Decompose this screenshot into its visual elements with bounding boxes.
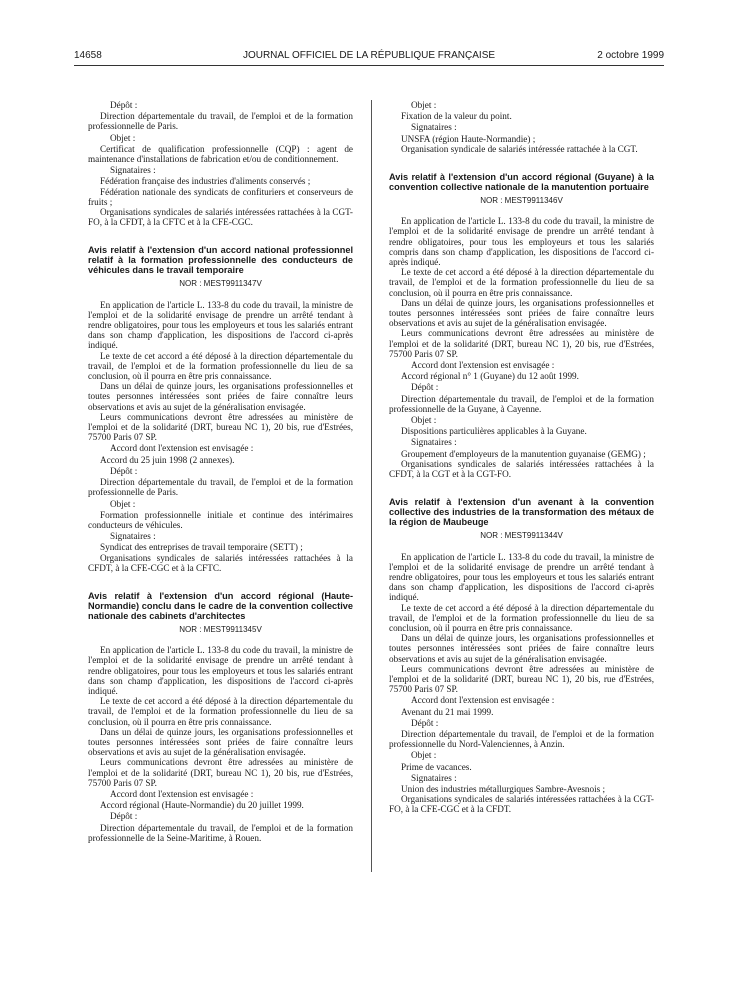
nor-reference: NOR : MEST9911344V xyxy=(480,531,563,541)
depot-text: Direction départementale du travail, de l'emploi et de la formation professionnelle de Paris. xyxy=(88,111,353,132)
depot-label: Dépôt : xyxy=(411,717,439,728)
depot-text: Direction départementale du travail, de l'emploi et de la formation professionnelle de Paris. xyxy=(88,477,353,498)
notice-paragraph: Le texte de cet accord a été déposé à la direction départementale du travail, de l'emploi et de la formation professionnelle du lieu de sa conclusion, où il pourra en être pris connaissance. xyxy=(88,696,353,727)
notice-paragraph: En application de l'article L. 133-8 du code du travail, la ministre de l'emploi et de la solidarité envisage de prendre un arrêté tendant à rendre obligatoires, pour tous les employeurs et tous les salariés compris dans son champ d'application, les dispositions de l'accord ci-après indiqué. xyxy=(389,216,654,268)
notice-continued xyxy=(88,100,353,227)
signataire: Organisations syndicales de salariés intéressées rattachées à la CFDT, à la CGT et à la CGT-FO. xyxy=(389,458,654,480)
notice-paragraph: Dans un délai de quinze jours, les organisations professionnelles et toutes personnes intéressées sont priées de faire connaître leurs observations et avis au sujet de la généralisation envisagée. xyxy=(389,297,654,329)
journal-title: JOURNAL OFFICIEL DE LA RÉPUBLIQUE FRANÇAISE xyxy=(242,50,496,61)
depot-text: Direction départementale du travail, de l'emploi et de la formation professionnelle de la Seine-Maritime, à Rouen. xyxy=(88,822,353,843)
accord-label: Accord dont l'extension est envisagée : xyxy=(110,443,254,454)
notice-paragraph: Dans un délai de quinze jours, les organisations professionnelles et toutes personnes intéressées sont priées de faire connaître leurs observations et avis au sujet de la généralisation envisagée. xyxy=(88,381,353,412)
signataires-label: Signataires : xyxy=(110,531,156,542)
notice-paragraph: Leurs communications devront être adressées au ministère de l'emploi et de la solidarité (DRT, bureau NC 1), 20 bis, rue d'Estrées, 75700 Paris 07 SP. xyxy=(88,757,353,788)
notice-title: Avis relatif à l'extension d'un accord régional (Haute-Normandie) conclu dans le cadre de la convention collective nationale des cabinets d'architectes xyxy=(88,590,353,621)
notice-paragraph: Leurs communications devront être adressées au ministère de l'emploi et de la solidarité (DRT, bureau NC 1), 20 bis, rue d'Estrées, 75700 Paris 07 SP. xyxy=(389,663,654,695)
notice-title: Avis relatif à l'extension d'un avenant à la convention collective des industries de la transformation des métaux de la région de Maubeuge xyxy=(389,497,654,528)
signataire: Groupement d'employeurs de la manutention guyanaise (GEMG) ; xyxy=(401,448,646,459)
signataires-label: Signataires : xyxy=(411,772,457,783)
column-divider xyxy=(371,100,372,872)
notice-architectes xyxy=(88,591,353,843)
left-column xyxy=(88,100,353,843)
depot-label: Dépôt : xyxy=(110,811,138,822)
nor-reference: NOR : MEST9911345V xyxy=(179,624,262,634)
objet-label: Objet : xyxy=(110,132,136,143)
nor-reference: NOR : MEST9911346V xyxy=(480,196,563,206)
notice-paragraph: Dans un délai de quinze jours, les organisations professionnelles et toutes personnes intéressées sont priées de faire connaître leurs observations et avis au sujet de la généralisation envisagée. xyxy=(389,633,654,664)
objet-text: Fixation de la valeur du point. xyxy=(401,111,512,122)
objet-label: Objet : xyxy=(110,498,136,509)
notice-paragraph: Le texte de cet accord a été déposé à la direction départementale du travail, de l'emploi et de la formation professionnelle du lieu de sa conclusion, où il pourra en être pris connaissance. xyxy=(389,267,654,298)
notice-paragraph: Le texte de cet accord a été déposé à la direction départementale du travail, de l'emploi et de la formation professionnelle du lieu de sa conclusion, où il pourra en être pris connaissance. xyxy=(88,350,353,382)
depot-label: Dépôt : xyxy=(110,465,138,476)
accord-text: Accord régional (Haute-Normandie) du 20 juillet 1999. xyxy=(100,800,304,811)
accord-text: Avenant du 21 mai 1999. xyxy=(401,706,494,717)
objet-label: Objet : xyxy=(411,750,437,761)
signataire: Fédération nationale des syndicats de confituriers et conserveurs de fruits ; xyxy=(88,186,353,207)
notice-title: Avis relatif à l'extension d'un accord national professionnel relatif à la formation professionnelle des conducteurs de véhicules dans le travail temporaire xyxy=(88,245,353,276)
notice-guyane xyxy=(389,172,654,479)
signataire: Union des industries métallurgiques Sambre-Avesnois ; xyxy=(401,783,606,794)
notice-paragraph: Dans un délai de quinze jours, les organisations professionnelles et toutes personnes intéressées sont priées de faire connaître leurs observations et avis au sujet de la généralisation envisagée. xyxy=(88,726,353,758)
accord-label: Accord dont l'extension est envisagée : xyxy=(411,695,555,706)
objet-text: Prime de vacances. xyxy=(401,761,472,772)
notice-paragraph: Leurs communications devront être adressées au ministère de l'emploi et de la solidarité (DRT, bureau NC 1), 20 bis, rue d'Estrées, 75700 Paris 07 SP. xyxy=(389,328,654,359)
signataire: Syndicat des entreprises de travail temporaire (SETT) ; xyxy=(100,542,303,553)
accord-text: Accord régional n° 1 (Guyane) du 12 août 1999. xyxy=(401,371,579,382)
accord-label: Accord dont l'extension est envisagée : xyxy=(110,788,254,799)
notice-paragraph: Leurs communications devront être adressées au ministère de l'emploi et de la solidarité (DRT, bureau NC 1), 20 bis, rue d'Estrées, 75700 Paris 07 SP. xyxy=(88,411,353,443)
objet-label: Objet : xyxy=(411,415,437,426)
signataire: Fédération française des industries d'aliments conservés ; xyxy=(100,176,311,187)
accord-text: Accord du 25 juin 1998 (2 annexes). xyxy=(100,454,235,465)
objet-text: Formation professionnelle initiale et continue des intérimaires conducteurs de véhicules. xyxy=(88,509,353,530)
objet-label: Objet : xyxy=(411,100,437,110)
objet-text: Dispositions particulières applicables à la Guyane. xyxy=(401,426,587,437)
notice-paragraph: En application de l'article L. 133-8 du code du travail, la ministre de l'emploi et de la solidarité envisage de prendre un arrêté tendant à rendre obligatoires, pour tous les employeurs et tous les salariés entrant dans son champ d'application, les dispositions de l'accord ci-après indiqué. xyxy=(88,645,353,696)
depot-text: Direction départementale du travail, de l'emploi et de la formation professionnelle de la Guyane, à Cayenne. xyxy=(389,393,654,414)
signataires-label: Signataires : xyxy=(411,437,457,448)
notice-maubeuge xyxy=(389,497,654,814)
depot-label: Dépôt : xyxy=(110,100,138,110)
notice-paragraph: Le texte de cet accord a été déposé à la direction départementale du travail, de l'emploi et de la formation professionnelle du lieu de sa conclusion, où il pourra en être pris connaissance. xyxy=(389,602,654,633)
signataire: Organisation syndicale de salariés intéressée rattachée à la CGT. xyxy=(401,143,638,154)
notice-title: Avis relatif à l'extension d'un accord régional (Guyane) à la convention collective nationale de la manutention portuaire xyxy=(389,172,654,193)
depot-text: Direction départementale du travail, de l'emploi et de la formation professionnelle du Nord-Valenciennes, à Anzin. xyxy=(389,728,654,750)
page-number: 14658 xyxy=(74,50,102,61)
signataire: Organisations syndicales de salariés intéressées rattachées à la CGT-FO, à la CFE-CGC et à la CFDT. xyxy=(389,794,654,815)
page-header xyxy=(74,50,664,64)
signataires-label: Signataires : xyxy=(110,165,156,176)
notice-paragraph: En application de l'article L. 133-8 du code du travail, la ministre de l'emploi et de la solidarité envisage de prendre un arrêté tendant à rendre obligatoires, pour tous les employeurs et tous les salariés entrant dans son champ d'application, les dispositions de l'accord ci-après indiqué. xyxy=(389,551,654,603)
signataires-label: Signataires : xyxy=(411,122,457,133)
notice-conducteurs xyxy=(88,245,353,572)
signataire: Organisations syndicales de salariés intéressées rattachées à la CFDT, à la CFE-CGC et à la CFTC. xyxy=(88,552,353,573)
right-column xyxy=(389,100,654,815)
nor-reference: NOR : MEST9911347V xyxy=(179,279,262,289)
notice-architectes-continued xyxy=(389,100,654,154)
depot-label: Dépôt : xyxy=(411,382,439,393)
issue-date: 2 octobre 1999 xyxy=(597,50,664,61)
signataire: Organisations syndicales de salariés intéressées rattachées à la CGT-FO, à la CFDT, à la CFTC et à la CFE-CGC. xyxy=(88,207,353,228)
header-rule xyxy=(74,65,664,66)
objet-text: Certificat de qualification professionnelle (CQP) : agent de maintenance d'installations de fabrication et/ou de conditionnement. xyxy=(88,143,353,165)
accord-label: Accord dont l'extension est envisagée : xyxy=(411,360,555,371)
signataire: UNSFA (région Haute-Normandie) ; xyxy=(401,133,536,144)
notice-paragraph: En application de l'article L. 133-8 du code du travail, la ministre de l'emploi et de la solidarité envisage de prendre un arrêté tendant à rendre obligatoires, pour tous les employeurs et tous les salariés entrant dans son champ d'application, les dispositions de l'accord ci-après indiqué. xyxy=(88,299,353,351)
